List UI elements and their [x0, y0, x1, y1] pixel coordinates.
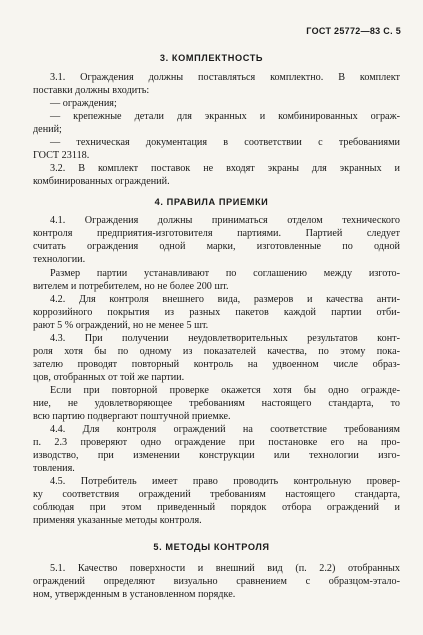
text-line: считать ограждения одной марки, изготовленные по одной [33, 241, 400, 252]
text-line: вителем и потребителем, но не более 200 шт. [33, 281, 229, 292]
text-line: 3.1. Ограждения должны поставляться комплектно. В комплект [50, 72, 400, 83]
text-line: 4.1. Ограждения должны приниматься отделом технического [50, 215, 400, 226]
text-line: — ограждения; [50, 98, 117, 109]
text-line: — крепежные детали для экранных и комбинированных ограж- [50, 111, 400, 122]
page-header: ГОСТ 25772—83 С. 5 [306, 26, 401, 36]
text-line: зателю проводят повторный контроль на удвоенном числе образ- [33, 359, 400, 370]
text-line: ном, утвержденным в установленном порядке. [33, 589, 236, 600]
section-title-4: 4. ПРАВИЛА ПРИЕМКИ [154, 197, 269, 207]
section-title-5: 5. МЕТОДЫ КОНТРОЛЯ [153, 542, 270, 552]
text-line: поставки должны входить: [33, 85, 150, 96]
text-line: рают 5 % ограждений, но не менее 5 шт. [33, 320, 209, 331]
text-line: контроля предприятия-изготовителя партиями. Партией следует [33, 228, 400, 239]
text-line: изводство, при изменении конструкции или технологии изго- [33, 450, 400, 461]
text-line: п. 2.3 проверяют одно ограждение при постановке его на про- [33, 437, 400, 448]
text-line: роля хотя бы по одному из показателей качества, по этому пока- [33, 346, 400, 357]
text-line: коррозийного покрытия из разных пакетов каждой партии отби- [33, 307, 400, 318]
text-line: ние, не удовлетворяющее требованиям настоящего стандарта, то [33, 398, 400, 409]
section-title-3: 3. КОМПЛЕКТНОСТЬ [159, 53, 264, 63]
text-line: — техническая документация в соответствии с требованиями [50, 137, 400, 148]
text-line: Если при повторной проверке окажется хотя бы одно огражде- [50, 385, 400, 396]
text-line: всю партию подвергают поштучной приемке. [33, 411, 231, 422]
text-line: применяя указанные методы контроля. [33, 515, 202, 526]
text-line: цов, отобранных от той же партии. [33, 372, 185, 383]
text-line: Размер партии устанавливают по соглашению между изгото- [50, 268, 400, 279]
text-line: технологии. [33, 254, 86, 265]
text-line: 4.3. При получении неудовлетворительных результатов конт- [50, 333, 400, 344]
text-line: 4.5. Потребитель имеет право проводить контрольную провер- [50, 476, 400, 487]
text-line: соблюдая при этом приведенный порядок отбора ограждений и [33, 502, 400, 513]
text-line: товления. [33, 463, 75, 474]
text-line: ку соответствия ограждений требованиям настоящего стандарта, [33, 489, 400, 500]
text-line: 4.4. Для контроля ограждений на соответствие требованиям [50, 424, 400, 435]
text-line: ГОСТ 23118. [33, 150, 90, 161]
text-line: комбинированных ограждений. [33, 176, 170, 187]
text-line: 5.1. Качество поверхности и внешний вид (п. 2.2) отобранных [50, 563, 400, 574]
text-line: 3.2. В комплект поставок не входят экраны для экранных и [50, 163, 400, 174]
text-line: 4.2. Для контроля внешнего вида, размеров и качества анти- [50, 294, 400, 305]
text-line: дений; [33, 124, 62, 135]
text-line: ограждений определяют визуально сравнением с образцом-этало- [33, 576, 400, 587]
